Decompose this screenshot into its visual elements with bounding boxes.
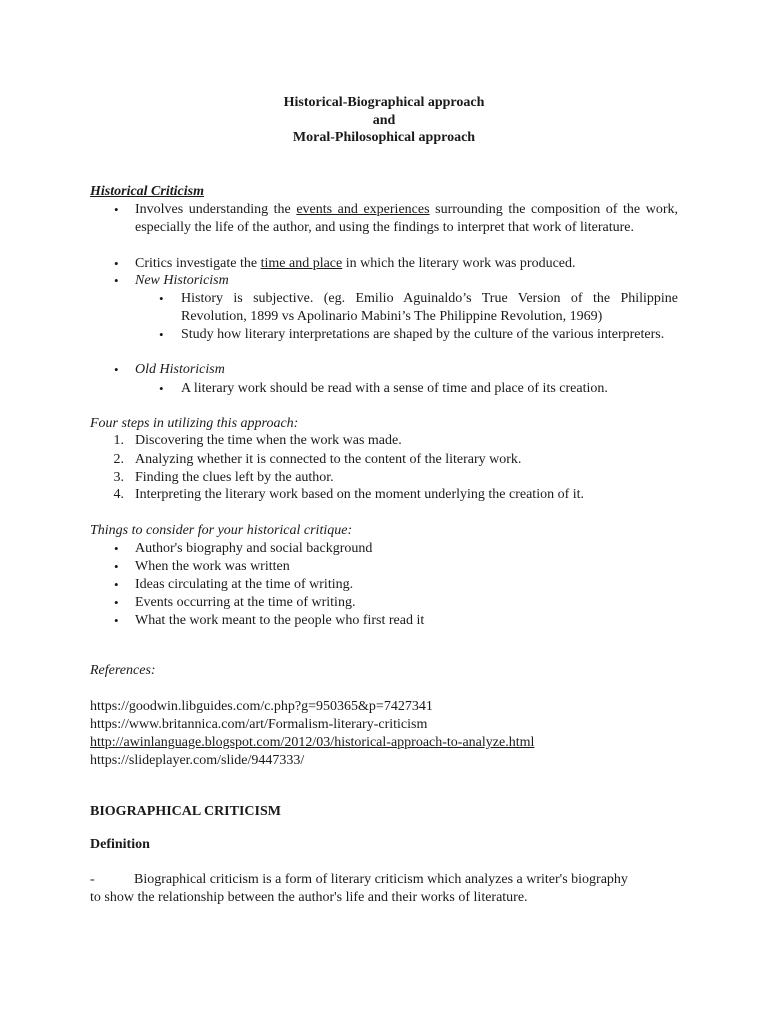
definition-line-1: Biographical criticism is a form of literary criticism which analyzes a writer's biography <box>134 872 628 887</box>
underlined-phrase: events and experiences <box>296 202 430 217</box>
bullet-icon: • <box>159 327 164 342</box>
bullet-icon: • <box>159 381 164 396</box>
step-text: Interpreting the literary work based on the moment underlying the creation of it. <box>135 487 585 502</box>
reference-link: https://www.britannica.com/art/Formalism-literary-criticism <box>90 717 428 732</box>
step-text: Discovering the time when the work was made. <box>135 433 402 448</box>
consider-item: Events occurring at the time of writing. <box>135 595 356 610</box>
consider-item: Ideas circulating at the time of writing. <box>135 577 354 592</box>
reference-link: https://slideplayer.com/slide/9447333/ <box>90 753 305 768</box>
step-number: 3. <box>113 470 124 485</box>
definition-line-2: to show the relationship between the author's life and their works of literature. <box>90 890 528 905</box>
bullet-text: surrounding the composition of the work, especially the life of the author, and using the findings to interpret that work of literature. <box>135 202 678 235</box>
historical-criticism-heading: Historical Criticism <box>90 184 204 199</box>
step-text: Analyzing whether it is connected to the content of the literary work. <box>135 452 522 467</box>
consider-item: When the work was written <box>135 559 290 574</box>
step-number: 4. <box>113 487 124 502</box>
biographical-heading: BIOGRAPHICAL CRITICISM <box>90 804 281 819</box>
old-historicism-item-1: A literary work should be read with a sense of time and place of its creation. <box>181 381 608 396</box>
bullet-icon: • <box>114 202 119 217</box>
historical-bullet-1 <box>135 201 678 237</box>
step-number: 1. <box>113 433 124 448</box>
bullet-icon: • <box>114 595 119 610</box>
bullet-text: in which the literary work was produced. <box>342 256 576 271</box>
old-historicism-label: Old Historicism <box>135 362 225 377</box>
dash-marker: - <box>90 872 95 887</box>
new-historicism-label: New Historicism <box>135 273 229 288</box>
consider-item: Author's biography and social background <box>135 541 373 556</box>
doc-title-line2: and <box>372 113 396 128</box>
historical-bullet-2 <box>135 255 678 273</box>
step-text: Finding the clues left by the author. <box>135 470 334 485</box>
bullet-icon: • <box>114 273 119 288</box>
definition-heading: Definition <box>90 837 150 852</box>
steps-heading: Four steps in utilizing this approach: <box>90 416 299 431</box>
step-number: 2. <box>113 452 124 467</box>
reference-link: https://goodwin.libguides.com/c.php?g=950365&p=7427341 <box>90 699 433 714</box>
bullet-icon: • <box>114 559 119 574</box>
bullet-text: Involves understanding the <box>135 202 297 217</box>
consider-heading: Things to consider for your historical critique: <box>90 523 353 538</box>
bullet-icon: • <box>114 541 119 556</box>
references-heading: References: <box>90 663 156 678</box>
bullet-icon: • <box>114 256 119 271</box>
consider-item: What the work meant to the people who first read it <box>135 613 425 628</box>
bullet-icon: • <box>114 613 119 628</box>
bullet-text: Critics investigate the <box>135 256 261 271</box>
reference-hyperlink[interactable]: http://awinlanguage.blogspot.com/2012/03/historical-approach-to-analyze.html <box>90 735 535 750</box>
doc-title-line1: Historical-Biographical approach <box>283 95 485 110</box>
new-historicism-item-1: History is subjective. (eg. Emilio Aguinaldo’s True Version of the Philippine Revolution, 1899 vs Apolinario Mabini’s The Philippine Revolution, 1969) <box>181 291 678 324</box>
bullet-icon: • <box>114 362 119 377</box>
new-historicism-item-2: Study how literary interpretations are shaped by the culture of the various interpreters. <box>181 327 665 342</box>
bullet-icon: • <box>114 577 119 592</box>
underlined-phrase: time and place <box>260 256 343 271</box>
bullet-icon: • <box>159 291 164 306</box>
doc-title-line3: Moral-Philosophical approach <box>292 130 476 145</box>
